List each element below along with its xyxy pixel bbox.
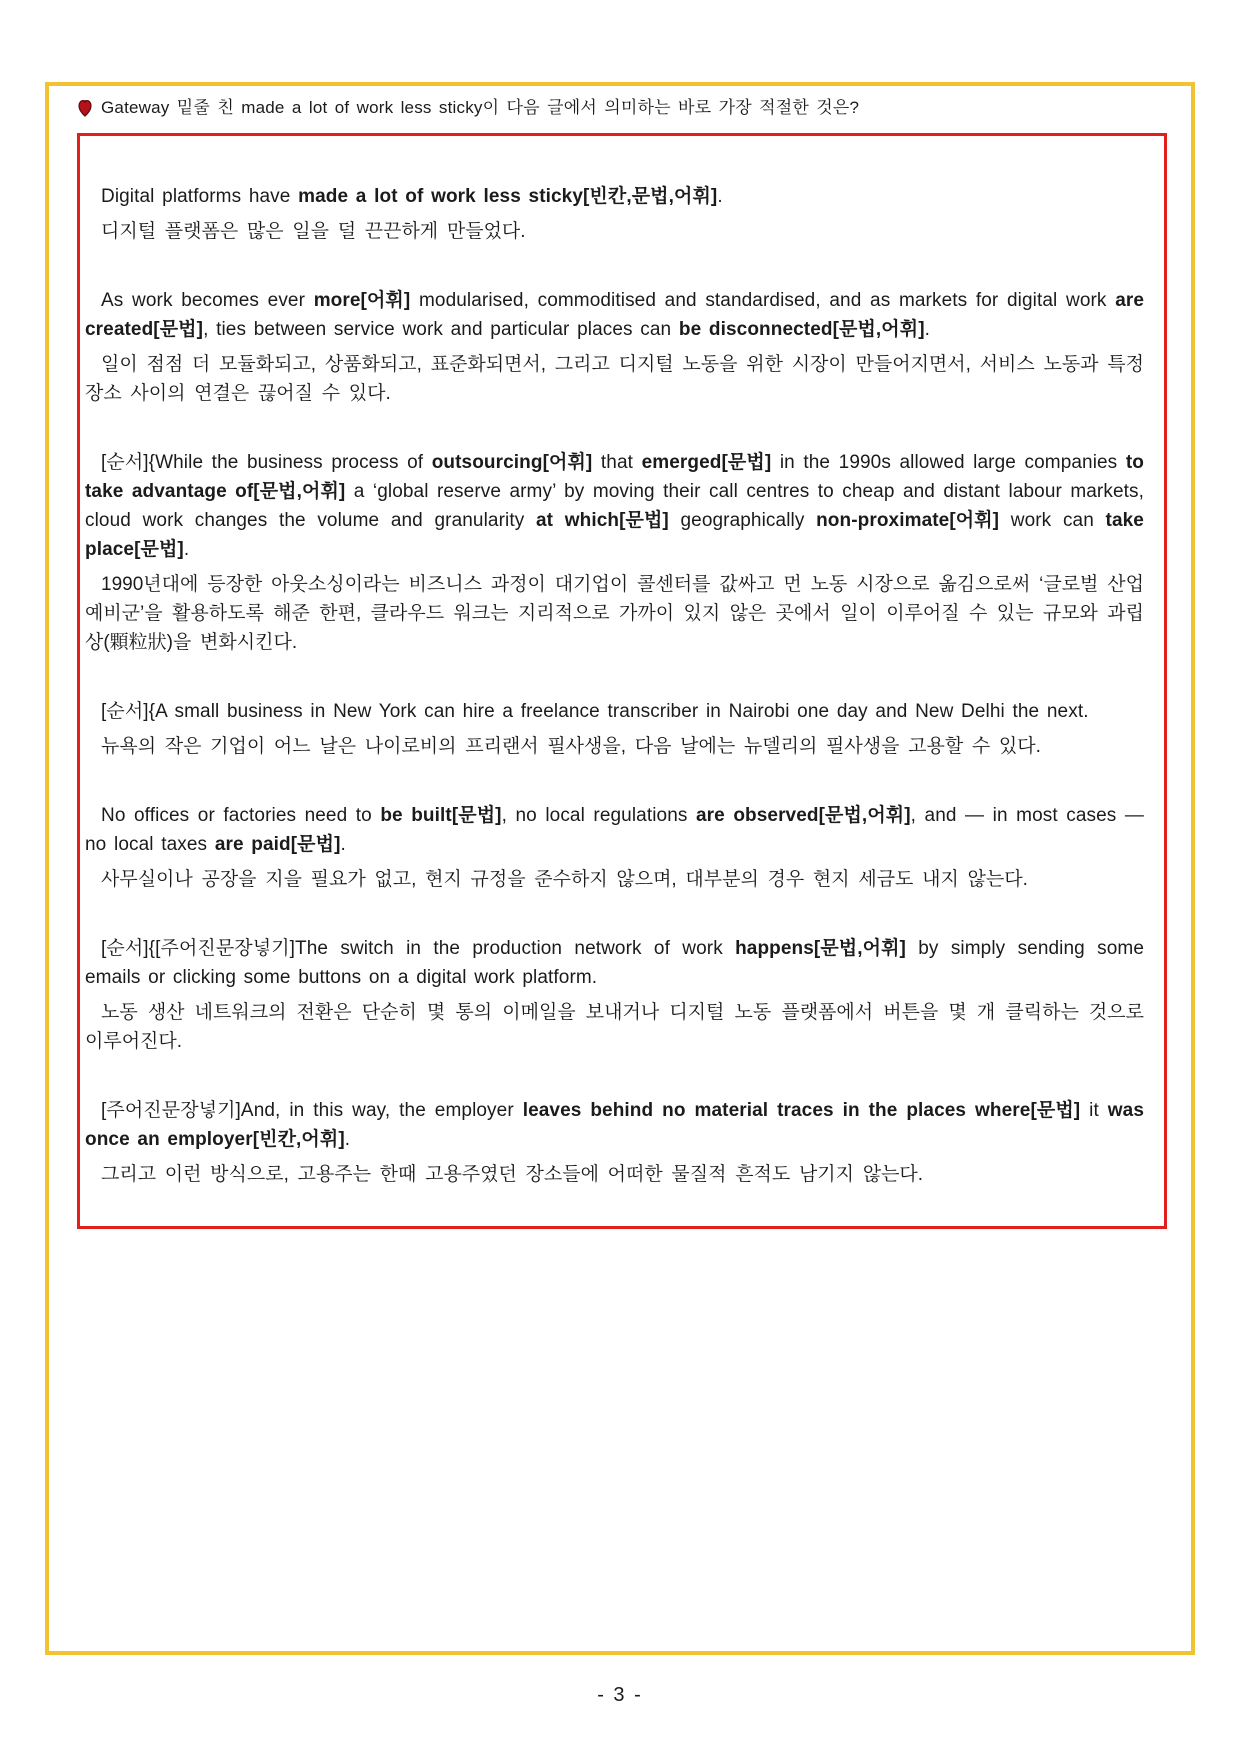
text-segment: geographically (668, 510, 817, 531)
english-sentence (85, 286, 1144, 344)
highlighted-phrase: are paid[문법] (214, 834, 341, 855)
strawberry-bullet-icon (78, 99, 92, 122)
text-segment: [순서]{While the business process of (101, 452, 432, 473)
highlighted-phrase: are observed[문법,어휘] (695, 805, 911, 826)
passage-box (77, 133, 1167, 1229)
passage-paragraph (85, 182, 1144, 246)
korean-translation: 일이 점점 더 모듈화되고, 상품화되고, 표준화되면서, 그리고 디지털 노동을 위한 시장이 만들어지면서, 서비스 노동과 특정 장소 사이의 연결은 끊어질 수 있다. (85, 354, 1144, 404)
highlighted-phrase: more[어휘] (313, 290, 411, 311)
passage-paragraph (85, 934, 1144, 1056)
text-segment: , no local regulations (501, 805, 696, 826)
passage-paragraph (85, 448, 1144, 657)
korean-translation: 디지털 플랫폼은 많은 일을 덜 끈끈하게 만들었다. (101, 221, 526, 242)
highlighted-phrase: be disconnected[문법,어휘] (678, 319, 925, 340)
highlighted-phrase: outsourcing[어휘] (431, 452, 593, 473)
page-number: - 3 - (597, 1684, 643, 1706)
text-segment: [주어진문장넣기]And, in this way, the employer (101, 1100, 523, 1121)
highlighted-phrase: made a lot of work less sticky[빈칸,문법,어휘] (298, 186, 718, 207)
highlighted-phrase: to take advantage of[문법,어휘] (85, 452, 1144, 502)
korean-translation: 1990년대에 등장한 아웃소싱이라는 비즈니스 과정이 대기업이 콜센터를 값싸고 먼 노동 시장으로 옮김으로써 ‘글로벌 산업예비군’을 활용하도록 해준 한편, 클라우드 워크는 지리적으로 가까이 있지 않은 곳에서 일이 이루어질 수 있는 규모와 과립상(顆粒狀)을 변화시킨다. (85, 574, 1144, 653)
english-sentence (85, 448, 1144, 564)
text-segment: [순서]{[주어진문장넣기]The switch in the production network of work (101, 938, 736, 959)
english-sentence (85, 1096, 1144, 1154)
text-segment: , and — in most cases — no local taxes (85, 805, 1144, 855)
highlighted-phrase: are created[문법] (85, 290, 1145, 340)
text-segment: [순서]{A small business in New York can hire a freelance transcriber in Nairobi one day and New Delhi the next. (101, 701, 1089, 722)
korean-translation: 그리고 이런 방식으로, 고용주는 한때 고용주였던 장소들에 어떠한 물질적 흔적도 남기지 않는다. (101, 1164, 924, 1185)
english-sentence (85, 182, 1144, 211)
highlighted-phrase: was once an employer[빈칸,어휘] (85, 1100, 1144, 1150)
highlighted-phrase: leaves behind no material traces in the places where[문법] (522, 1100, 1081, 1121)
question-title: Gateway 밑줄 친 made a lot of work less sticky이 다음 글에서 의미하는 바로 가장 적절한 것은? (101, 98, 860, 117)
text-segment: . (924, 319, 931, 340)
english-sentence (85, 697, 1144, 726)
text-segment: , ties between service work and particular places can (203, 319, 679, 340)
text-segment: . (340, 834, 346, 855)
highlighted-phrase: non-proximate[어휘] (816, 510, 1000, 531)
question-header (78, 96, 1158, 122)
text-segment: . (183, 539, 190, 560)
text-segment: Digital platforms have (101, 186, 299, 207)
text-segment: a ‘global reserve army’ by moving their call centres to cheap and distant labour markets, cloud work changes the volume and granularity (85, 481, 1144, 531)
korean-translation: 노동 생산 네트워크의 전환은 단순히 몇 통의 이메일을 보내거나 디지털 노동 플랫폼에서 버튼을 몇 개 클릭하는 것으로 이루어진다. (85, 1002, 1144, 1052)
text-segment: . (344, 1129, 351, 1150)
text-segment: modularised, commoditised and standardised, and as markets for digital work (410, 290, 1116, 311)
english-sentence (85, 934, 1144, 992)
highlighted-phrase: happens[문법,어휘] (735, 938, 906, 959)
korean-translation: 사무실이나 공장을 지을 필요가 없고, 현지 규정을 준수하지 않으며, 대부분의 경우 현지 세금도 내지 않는다. (101, 869, 1028, 890)
highlighted-phrase: take place[문법] (85, 510, 1144, 560)
highlighted-phrase: at which[문법] (535, 510, 669, 531)
english-sentence (85, 801, 1144, 859)
passage-paragraph (85, 801, 1144, 894)
highlighted-phrase: be built[문법] (380, 805, 502, 826)
passage-paragraph (85, 697, 1144, 761)
text-segment: work can (999, 510, 1106, 531)
text-segment: by simply sending some emails or clicking some buttons on a digital work platform. (85, 938, 1144, 988)
text-segment: No offices or factories need to (101, 805, 381, 826)
passage-paragraph (85, 1096, 1144, 1189)
text-segment: it (1080, 1100, 1108, 1121)
text-segment: As work becomes ever (101, 290, 314, 311)
korean-translation: 뉴욕의 작은 기업이 어느 날은 나이로비의 프리랜서 필사생을, 다음 날에는 뉴델리의 필사생을 고용할 수 있다. (101, 736, 1041, 757)
highlighted-phrase: emerged[문법] (641, 452, 772, 473)
text-segment: that (592, 452, 642, 473)
passage-paragraph (85, 286, 1144, 408)
text-segment: . (717, 186, 723, 207)
text-segment: in the 1990s allowed large companies (771, 452, 1126, 473)
